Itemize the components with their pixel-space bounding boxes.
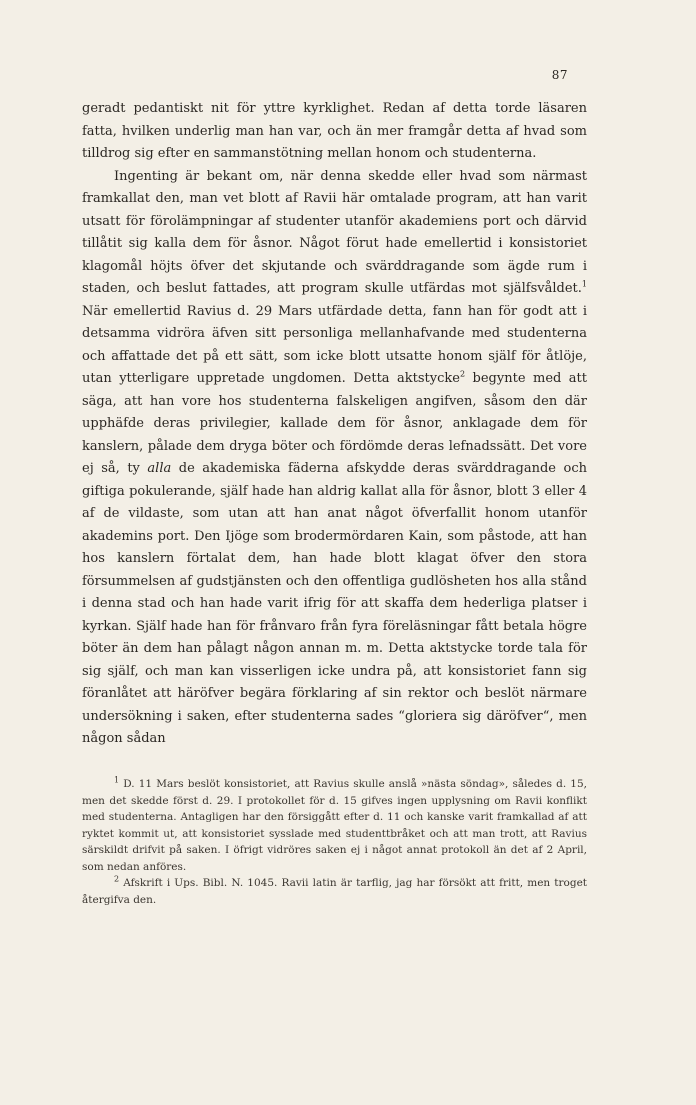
footnote-2 [82,875,587,908]
footnote-marker: 1 [114,775,120,785]
paragraph-text: begynte med att säga, att han vore hos studenterna falskeligen angifven, såsom den där upphäfde deras privilegier, kallade dem för åsnor, anklagade dem för kanslern, pålade dem dryga böter och fördömde deras lefnadssätt. Det vore ej så, ty [82,371,587,476]
paragraph-text: de akademiska fäderna afskydde deras svärddragande och giftiga pokulerande, själf hade han aldrig kallat alla för åsnor, blott 3 eller 4 af de vildaste, som utan att han anat något öfverfallit honom utanför akademins port. Den Ijöge som brodermördaren Kain, som påstode, att han hos kanslern förtalat dem, han hade blott klagat öfver den stora försummelsen af gudstjänsten och den offentliga gudlösheten hos alla stånd i denna stad och han hade varit ifrig för att skaffa dem hederliga platser i kyrkan. Själf hade han för frånvaro från fyra föreläsningar fått betala högre böter än dem han pålagt någon annan m. m. Detta aktstycke torde tala för sig själf, och man kan visserligen icke undra på, att konsistoriet fann sig föranlåtet att häröfver begära förklaring af sin rektor och beslöt närmare undersökning i saken, efter studenterna sades “gloriera sig däröfver“, men någon sådan [82,461,587,746]
footnote-text: Afskrift i Ups. Bibl. N. 1045. Ravii latin är tarflig, jag har försökt att fritt, men troget återgifva den. [82,877,587,906]
footnote-marker: 2 [459,369,466,379]
page-number: 87 [551,68,568,82]
footnote-1 [82,776,587,875]
footnote-text: D. 11 Mars beslöt konsistoriet, att Ravius skulle anslå »nästa söndag», således d. 15, men det skedde först d. 29. I protokollet för d. 15 gifves ingen upplysning om Ravii konflikt med studenterna. Antagligen har den försiggått efter d. 11 och kanske varit framkallad af att ryktet kommit ut, att konsistoriet sysslade med studenttbråket och att man trott, att Ravius särskildt drifvit på saken. I öfrigt vidröres saken ej i något annat protokoll än det af 2 April, som nedan anföres. [82,778,587,873]
paragraph-text: Ingenting är bekant om, när denna skedde eller hvad som närmast framkallat den, man vet blott af Ravii här omtalade program, att han varit utsatt för förolämpningar af studenter utanför akademiens port och därvid tillåtit sig kalla dem för åsnor. Något förut hade emellertid i konsistoriet klagomål höjts öfver det skjutande och svärddragande som ägde rum i staden, och beslut fattades, att program skulle utfärdas mot själfsvåldet. [82,168,587,296]
paragraph-2 [82,166,587,751]
footnotes [82,776,587,908]
paragraph-text: När emellertid Ravius d. 29 Mars utfärdade detta, fann han för godt att i detsamma vidröra äfven sitt personliga mellanhafvande med studenterna och affattade det på ett sätt, som icke blott utsatte honom själf för åtlöje, utan ytterligare uppretade ungdomen. Detta aktstycke [82,303,587,386]
footnote-marker: 2 [114,874,120,884]
paragraph-1 [82,98,587,166]
italic-text: alla [147,461,172,476]
footnote-marker: 1 [581,279,587,289]
body-text [82,98,587,751]
paragraph-text: geradt pedantiskt nit för yttre kyrklighet. Redan af detta torde läsaren fatta, hvilken underlig man han var, och än mer framgår detta af hvad som tilldrog sig efter en sammanstötning mellan honom och studenterna. [82,101,587,161]
